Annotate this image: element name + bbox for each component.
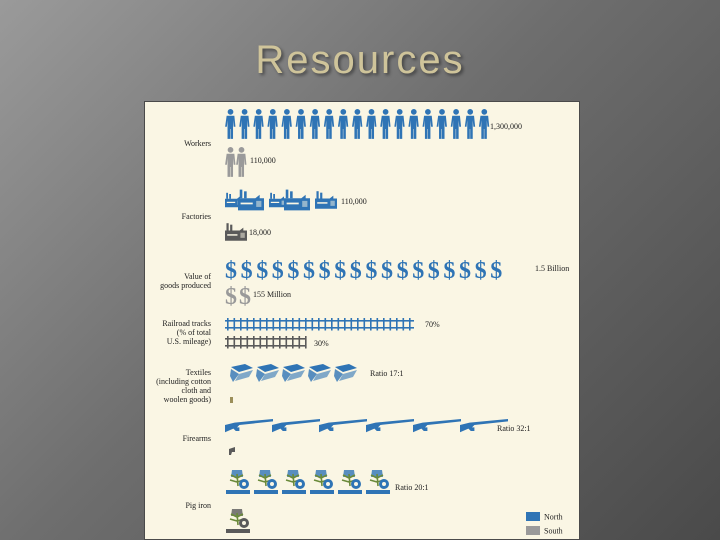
worker-icon xyxy=(253,109,263,139)
dollar-icon: $ xyxy=(396,258,409,284)
rifle-icon xyxy=(413,419,461,432)
factories-north-value: 110,000 xyxy=(341,197,367,206)
pig-iron-icon xyxy=(338,470,362,494)
factory-icon xyxy=(315,191,337,209)
worker-icon xyxy=(296,109,306,139)
pig-iron-icon xyxy=(310,470,334,494)
factories-south-value: 18,000 xyxy=(249,228,271,237)
pig-iron-icon xyxy=(226,470,250,494)
worker-icon xyxy=(225,147,235,177)
dollar-icon: $ xyxy=(256,258,269,284)
rail-icon-north xyxy=(225,318,414,331)
railroad-south-value: 30% xyxy=(314,339,329,348)
resources-chart xyxy=(145,102,580,540)
worker-icon xyxy=(451,109,461,139)
worker-icon xyxy=(267,109,277,139)
dollar-icon: $ xyxy=(349,258,362,284)
dollar-icon: $ xyxy=(303,258,315,284)
textile-icon xyxy=(230,364,253,382)
dollar-icon: $ xyxy=(412,258,425,284)
worker-icon xyxy=(236,147,246,177)
dollar-icon: $ xyxy=(225,284,237,310)
dollar-icon: $ xyxy=(490,258,503,284)
textile-icon xyxy=(308,364,331,382)
factory-icon xyxy=(225,223,247,241)
workers-label: Workers xyxy=(184,139,211,148)
textiles-label: cloth and xyxy=(181,386,211,395)
textiles-label: woolen goods) xyxy=(163,395,211,404)
worker-icon xyxy=(352,109,362,139)
dollar-icon: $ xyxy=(318,258,331,284)
factories-label: Factories xyxy=(181,212,211,221)
dollar-icon: $ xyxy=(474,258,487,284)
worker-icon xyxy=(479,109,489,139)
textile-icon xyxy=(334,364,357,382)
rifle-icon xyxy=(319,419,367,432)
worker-icon xyxy=(380,109,390,139)
pig-iron-icon xyxy=(254,470,278,494)
textile-icon xyxy=(256,364,279,382)
worker-icon xyxy=(366,109,376,139)
dollar-icon: $ xyxy=(381,258,393,284)
rifle-icon xyxy=(225,419,273,432)
pigiron-north-value: Ratio 20:1 xyxy=(395,483,429,492)
railroad-label: U.S. mileage) xyxy=(166,337,211,346)
worker-icon xyxy=(338,109,348,139)
goods-label: goods produced xyxy=(160,281,211,290)
railroad-label: Railroad tracks xyxy=(162,319,211,328)
dollar-icon: $ xyxy=(427,258,440,284)
worker-icon xyxy=(423,109,433,139)
textile-icon xyxy=(282,364,305,382)
worker-icon xyxy=(310,109,320,139)
goods-label: Value of xyxy=(184,272,211,281)
dollar-icon: $ xyxy=(225,258,237,284)
worker-icon xyxy=(437,109,447,139)
goods-north-value: 1.5 Billion xyxy=(535,264,570,273)
firearms-north-value: Ratio 32:1 xyxy=(497,424,531,433)
rifle-icon xyxy=(272,419,320,432)
pigiron-label: Pig iron xyxy=(185,501,211,510)
dollar-icon: $ xyxy=(459,258,471,284)
worker-icon xyxy=(408,109,418,139)
dollar-icon: $ xyxy=(239,284,251,310)
dollar-icon: $ xyxy=(334,258,347,284)
worker-icon xyxy=(394,109,404,139)
legend-swatch-north xyxy=(526,512,540,521)
legend-label-south: South xyxy=(544,526,563,536)
worker-icon xyxy=(225,109,235,139)
goods-south-value: 155 Million xyxy=(253,290,292,299)
slide-title: Resources xyxy=(255,38,465,82)
worker-icon xyxy=(324,109,334,139)
factory-icon xyxy=(238,190,264,211)
factory-icon xyxy=(284,190,310,211)
rail-icon-south xyxy=(225,336,307,349)
workers-north-value: 1,300,000 xyxy=(490,122,522,131)
firearms-label: Firearms xyxy=(182,434,211,443)
rifle-icon xyxy=(366,419,414,432)
textiles-north-value: Ratio 17:1 xyxy=(370,369,404,378)
dollar-icon: $ xyxy=(365,258,378,284)
dollar-icon: $ xyxy=(240,258,253,284)
dollar-icon: $ xyxy=(443,258,456,284)
pig-iron-icon xyxy=(226,509,250,533)
textile-icon-south xyxy=(230,397,233,403)
pig-iron-icon xyxy=(282,470,306,494)
legend-swatch-south xyxy=(526,526,540,535)
textiles-label: Textiles xyxy=(185,368,211,377)
worker-icon xyxy=(465,109,475,139)
worker-icon xyxy=(239,109,249,139)
workers-south-value: 110,000 xyxy=(250,156,276,165)
railroad-label: (% of total xyxy=(176,328,211,337)
pig-iron-icon xyxy=(366,470,390,494)
textiles-label: (including cotton xyxy=(156,377,211,386)
rifle-icon xyxy=(229,447,235,455)
dollar-icon: $ xyxy=(287,258,300,284)
legend-label-north: North xyxy=(544,512,563,522)
worker-icon xyxy=(282,109,292,139)
railroad-north-value: 70% xyxy=(425,320,440,329)
resources-chart-panel xyxy=(144,101,580,540)
dollar-icon: $ xyxy=(271,258,284,284)
